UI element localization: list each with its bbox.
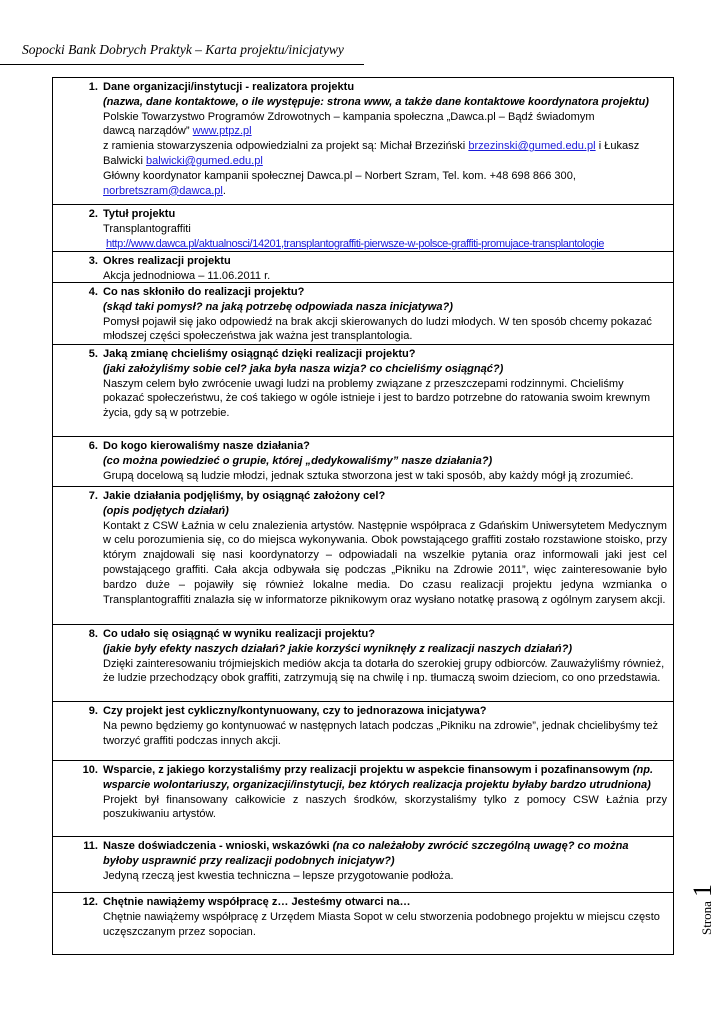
- section-number: 12.: [82, 896, 98, 908]
- section-subheading: (np. wsparcie wolontariuszy, organizacji/instytucji, bez których realizacja projektu byłaby bardzo utrudniona): [103, 764, 654, 791]
- section-number: 1.: [88, 81, 98, 93]
- section-body: Kontakt z CSW Łaźnia w celu znalezienia artystów. Następnie współpraca z Gdańskim Uniwersytetem Medycznym w celu porozumienia się, co do miejsca wykonywania. Obok powstającego graffiti zostało rozstawione stoisko, przy którym znajdowali się nasi koordynatorzy – odpowiadali na wszelkie pytania oraz informowali jaki jest cel powstającego graffiti. Cała akcja odbywała się podczas „Pikniku na Zdrowie 2011”, więc zainteresowanie było bardzo duże – pojawiły się również lokalne media. Do czasu realizacji projektu jedyna wzmianka o Transplantograffiti znalazła się w informatorze piknikowym oraz wysłano notatkę prasową z ogólnym zarysem akcji.: [103, 519, 667, 606]
- page-number-footer: [688, 884, 718, 935]
- document-header: [22, 42, 344, 58]
- section-subheading: (co można powiedzieć o grupie, której „dedykowaliśmy” nasze działania?): [103, 454, 493, 467]
- section-body: Projekt był finansowany całkowicie z naszych środków, skorzystaliśmy tylko z pomocy CSW Łaźnia przy poszukiwaniu artystów.: [103, 793, 667, 821]
- section-heading: Chętnie nawiążemy współpracę z… Jesteśmy otwarci na…: [103, 896, 411, 908]
- page-label: Strona: [699, 901, 714, 935]
- section-heading: Do kogo kierowaliśmy nasze działania?: [103, 440, 310, 452]
- header-title: Sopocki Bank Dobrych Praktyk – Karta projektu/inicjatywy: [22, 42, 344, 57]
- section-body: Jedyną rzeczą jest kwestia techniczna – lepsze przygotowanie podłoża.: [103, 869, 454, 882]
- section-body: Grupą docelową są ludzie młodzi, jednak sztuka stworzona jest w taki sposób, aby każdy mógł ją zrozumieć.: [103, 469, 634, 482]
- section-heading: Nasze doświadczenia - wnioski, wskazówki: [103, 840, 330, 852]
- section-body: Chętnie nawiążemy współpracę z Urzędem Miasta Sopot w celu stworzenia podobnego projektu w miejscu często uczęszczanym przez sopocian.: [103, 910, 660, 938]
- section-11: [53, 837, 673, 893]
- section-12: [53, 893, 673, 955]
- section-subheading: (opis podjętych działań): [103, 504, 229, 517]
- header-divider: [0, 64, 364, 65]
- section-body: Naszym celem było zwrócenie uwagi ludzi na problemy związane z przeszczepami rodzinnymi. Chcieliśmy pokazać społeczeństwu, że coś takiego w ogóle istnieje i jest to bardzo potrzebne do ratowania swoim krewnym życia, gdy są w potrzebie.: [103, 377, 651, 420]
- section-number: 7.: [88, 490, 98, 502]
- section-heading: Co udało się osiągnąć w wyniku realizacji projektu?: [103, 628, 375, 640]
- section-heading: Co nas skłoniło do realizacji projektu?: [103, 286, 305, 298]
- section-8: [53, 625, 673, 702]
- email-link-szram[interactable]: norbretszram@dawca.pl: [103, 184, 223, 197]
- representatives-text: z ramienia stowarzyszenia odpowiedzialni za projekt są: Michał Brzeziński: [103, 140, 466, 153]
- section-heading: Czy projekt jest cykliczny/kontynuowany, czy to jednorazowa inicjatywa?: [103, 705, 487, 717]
- section-3: [53, 252, 673, 283]
- section-subheading: (jakie były efekty naszych działań? jakie korzyści wyniknęły z realizacji naszych działań?): [103, 642, 573, 655]
- section-heading: Okres realizacji projektu: [103, 255, 231, 267]
- section-heading: Dane organizacji/instytucji - realizatora projektu: [103, 81, 355, 93]
- section-4: [53, 283, 673, 345]
- representatives-and: i Łukasz Balwicki: [103, 140, 640, 167]
- section-number: 10.: [82, 764, 98, 776]
- section-2: [53, 205, 673, 252]
- section-heading: Tytuł projektu: [103, 208, 176, 220]
- section-body: Akcja jednodniowa – 11.06.2011 r.: [103, 269, 271, 282]
- section-9: [53, 702, 673, 761]
- section-body: Dzięki zainteresowaniu trójmiejskich mediów akcja ta dotarła do szerokiej grupy odbiorców. Zauważyliśmy również, że ludzie przechodzący obok graffiti, zatrzymują się na chwilę i np. tłumaczą swoim dzieciom, co ono przedstawia.: [103, 657, 665, 685]
- page-number: 1: [688, 884, 717, 898]
- section-10: [53, 761, 673, 837]
- section-number: 4.: [88, 286, 98, 298]
- section-number: 11.: [83, 840, 98, 852]
- section-heading: Jakie działania podjęliśmy, by osiągnąć założony cel?: [103, 490, 386, 502]
- project-title: Transplantograffiti: [103, 222, 191, 235]
- section-body: Na pewno będziemy go kontynuować w następnych latach podczas „Pikniku na zdrowie”, jednak chcielibyśmy też tworzyć graffiti podczas innych akcji.: [103, 719, 659, 747]
- section-6: [53, 437, 673, 487]
- section-number: 2.: [88, 208, 98, 220]
- section-number: 3.: [88, 255, 98, 267]
- section-number: 5.: [88, 348, 98, 360]
- organization-name: Polskie Towarzystwo Programów Zdrowotnych – kampania społeczna „Dawca.pl – Bądź świadomym dawcą narządów”: [103, 110, 595, 138]
- section-5: [53, 345, 673, 437]
- organization-website-link[interactable]: www.ptpz.pl: [192, 125, 252, 138]
- section-number: 6.: [88, 440, 98, 452]
- project-url-link[interactable]: http://www.dawca.pl/aktualnosci/14201,transplantograffiti-pierwsze-w-polsce-graffiti-promujace-transplantologie: [106, 237, 604, 250]
- project-card: [52, 77, 674, 955]
- section-7: [53, 487, 673, 625]
- section-heading: Jaką zmianę chcieliśmy osiągnąć dzięki realizacji projektu?: [103, 348, 416, 360]
- section-subheading: (skąd taki pomysł? na jaką potrzebę odpowiada nasza inicjatywa?): [103, 300, 453, 313]
- section-heading: Wsparcie, z jakiego korzystaliśmy przy realizacji projektu w aspekcie finansowym i pozafinansowym: [103, 764, 630, 776]
- section-number: 8.: [88, 628, 98, 640]
- email-link-balwicki[interactable]: balwicki@gumed.edu.pl: [145, 154, 263, 167]
- section-1: 1. Dane organizacji/instytucji - realizatora projektu (nazwa, dane kontaktowe, o ile występuje: strona www, a także dane kontaktowe koordynatora projektu) Polskie Towarzystwo Programów Zdrowotnych – kampania społeczna „Dawca.pl – Bądź świadomym dawcą narządów” www.ptpz.pl z ramienia stowarzyszenia odpowiedzialni za projekt są: Michał Brzeziński brzezinski@gumed.edu.pl i Łukasz Balwicki balwicki@gumed.edu.pl Główny koordynator kampanii społecznej Dawca.pl – Norbert Szram, Tel. kom. +48 698 866 300, norbretszram@dawca.pl.: [53, 78, 673, 205]
- section-number: 9.: [88, 705, 98, 717]
- coordinator-text: Główny koordynator kampanii społecznej Dawca.pl – Norbert Szram, Tel. kom. +48 698 866 300,: [103, 169, 576, 182]
- email-link-brzezinski[interactable]: brzezinski@gumed.edu.pl: [468, 140, 596, 153]
- section-subheading: (na co należałoby zwrócić szczególną uwagę? co można byłoby usprawnić przy realizacji podobnych inicjatyw?): [103, 840, 629, 867]
- section-subheading: (jaki założyliśmy sobie cel? jaka była nasza wizja? co chcieliśmy osiągnąć?): [103, 362, 504, 375]
- section-subheading: (nazwa, dane kontaktowe, o ile występuje: strona www, a także dane kontaktowe koordynatora projektu): [103, 95, 649, 108]
- section-body: Pomysł pojawił się jako odpowiedź na brak akcji skierowanych do ludzi młodych. W ten sposób chcemy pokazać młodszej części społeczeństwa jak ważna jest transplantologia.: [103, 315, 652, 343]
